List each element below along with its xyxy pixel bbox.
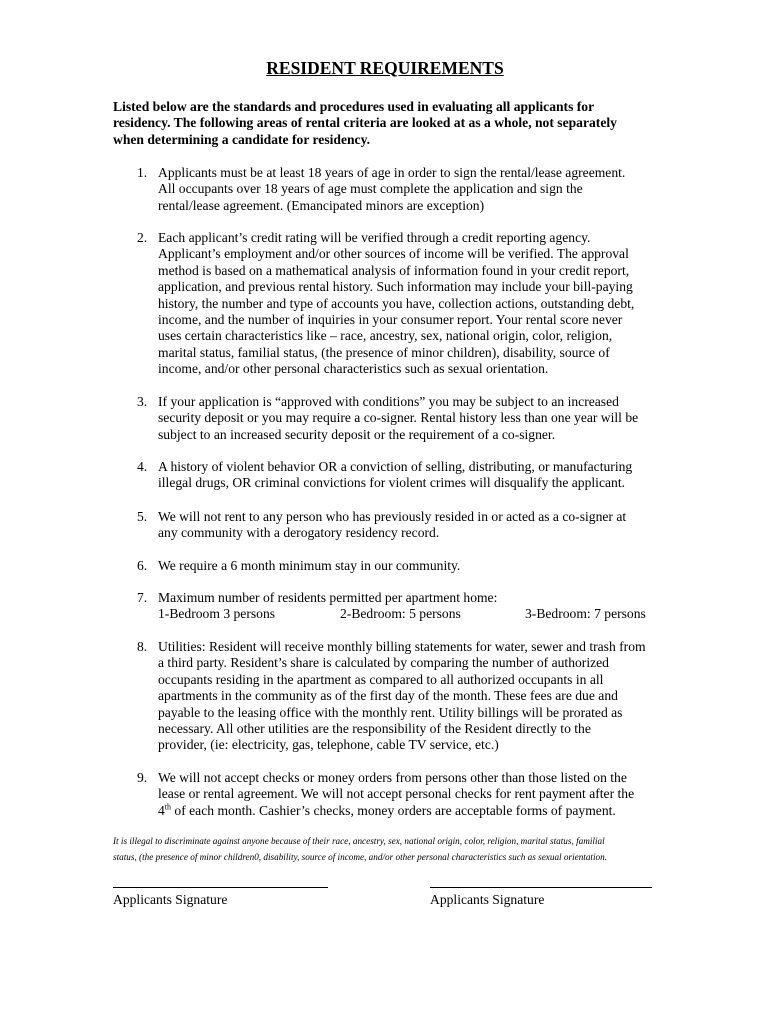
item-line: We require a 6 month minimum stay in our community. <box>158 558 461 573</box>
item-line: Maximum number of residents permitted per apartment home: <box>158 590 498 605</box>
item-line: provider, (ie: electricity, gas, telephone, cable TV service, etc.) <box>158 737 499 753</box>
item-line: application, and previous rental history. Such information may include your bill-paying <box>158 279 633 295</box>
intro-paragraph <box>113 99 673 148</box>
intro-line: residency. The following areas of rental criteria are looked at as a whole, not separately <box>113 115 617 131</box>
item-line: Each applicant’s credit rating will be verified through a credit reporting agency. <box>158 230 591 245</box>
item-line: income, and/or other personal characteristics such as sexual orientation. <box>158 361 549 377</box>
item-line: A history of violent behavior OR a conviction of selling, distributing, or manufacturing <box>158 459 633 474</box>
page-title: RESIDENT REQUIREMENTS <box>266 58 504 78</box>
item-line: method is based on a mathematical analysis of information found in your credit report, <box>158 262 630 278</box>
item-number: 2. <box>137 230 148 245</box>
signature-label-1: Applicants Signature <box>113 892 228 907</box>
item-line: All occupants over 18 years of age must complete the application and sign the <box>158 181 583 197</box>
item-number: 9. <box>137 770 148 785</box>
occupancy-limit: 1-Bedroom 3 persons <box>158 606 276 622</box>
item-line: income, and the number of inquiries in your consumer report. Your rental score never <box>158 312 623 328</box>
item-line: a third party. Resident’s share is calculated by comparing the number of authorized <box>158 655 609 671</box>
item-line: illegal drugs, OR criminal convictions for violent crimes will disqualify the applicant. <box>158 475 625 491</box>
item-line: rental/lease agreement. (Emancipated minors are exception) <box>158 197 485 213</box>
item-line: any community with a derogatory residency record. <box>158 525 440 541</box>
item-line: occupants residing in the apartment as compared to all authorized occupants in all <box>158 671 604 687</box>
anti-discrimination-notice <box>113 834 607 865</box>
item-line: lease or rental agreement. We will not accept personal checks for rent payment after the <box>158 786 635 802</box>
item-line: subject to an increased security deposit or the requirement of a co-signer. <box>158 426 556 442</box>
occupancy-limit: 2-Bedroom: 5 persons <box>340 606 461 622</box>
item-text <box>158 558 460 574</box>
occupancy-limits <box>158 606 646 622</box>
item-line: We will not accept checks or money orders from persons other than those listed on the <box>158 770 627 785</box>
item-line: marital status, familial status, (the presence of minor children), disability, source of <box>158 344 610 360</box>
item-line: security deposit or you may require a co-signer. Rental history less than one year will be <box>158 410 639 426</box>
item-text <box>158 230 634 378</box>
notice-line: It is illegal to discriminate against anyone because of their race, ancestry, sex, national origin, color, religion, marital status, familial <box>113 836 605 846</box>
item-text <box>158 639 646 754</box>
item-line: Applicants must be at least 18 years of age in order to sign the rental/lease agreement. <box>158 165 626 180</box>
item-number: 5. <box>137 509 148 524</box>
item-number: 3. <box>137 394 148 409</box>
signature-line-1 <box>113 887 328 888</box>
item-number: 4. <box>137 459 148 474</box>
intro-line: Listed below are the standards and procedures used in evaluating all applicants for <box>113 99 595 114</box>
item-line: uses certain characteristics like – race, ancestry, sex, national origin, color, religion, <box>158 328 613 344</box>
item-number: 8. <box>137 639 148 654</box>
item-number: 1. <box>137 165 148 180</box>
item-line: Utilities: Resident will receive monthly billing statements for water, sewer and trash from <box>158 639 646 654</box>
item-line: necessary. All other utilities are the responsibility of the Resident directly to the <box>158 721 591 737</box>
item-text <box>158 165 625 214</box>
item-line: payable to the leasing office with the monthly rent. Utility billings will be prorated as <box>158 704 623 720</box>
occupancy-limit: 3-Bedroom: 7 persons <box>525 606 646 622</box>
item-line: history, the number and type of accounts you have, collection actions, outstanding debt, <box>158 295 635 311</box>
item-text <box>158 770 634 819</box>
signature-line-2 <box>430 887 652 888</box>
item-text <box>158 509 626 542</box>
item-line: We will not rent to any person who has previously resided in or acted as a co-signer at <box>158 509 627 524</box>
notice-line: status, (the presence of minor children0, disability, source of income, and/or other personal characteristics such as sexual orientation. <box>113 851 608 862</box>
item-number: 6. <box>137 558 148 573</box>
item-text <box>158 590 646 623</box>
item-text <box>158 394 638 443</box>
intro-line: when determining a candidate for residency. <box>113 131 371 147</box>
item-line: If your application is “approved with conditions” you may be subject to an increased <box>158 394 619 409</box>
item-line: Applicant’s employment and/or other sources of income will be verified. The approval <box>158 246 629 262</box>
item-text <box>158 459 632 492</box>
item-line: 4th of each month. Cashier’s checks, money orders are acceptable forms of payment. <box>158 802 616 818</box>
item-number: 7. <box>137 590 148 605</box>
item-line: apartments in the community as of the first day of the month. These fees are due and <box>158 688 618 704</box>
signature-label-2: Applicants Signature <box>430 892 545 907</box>
